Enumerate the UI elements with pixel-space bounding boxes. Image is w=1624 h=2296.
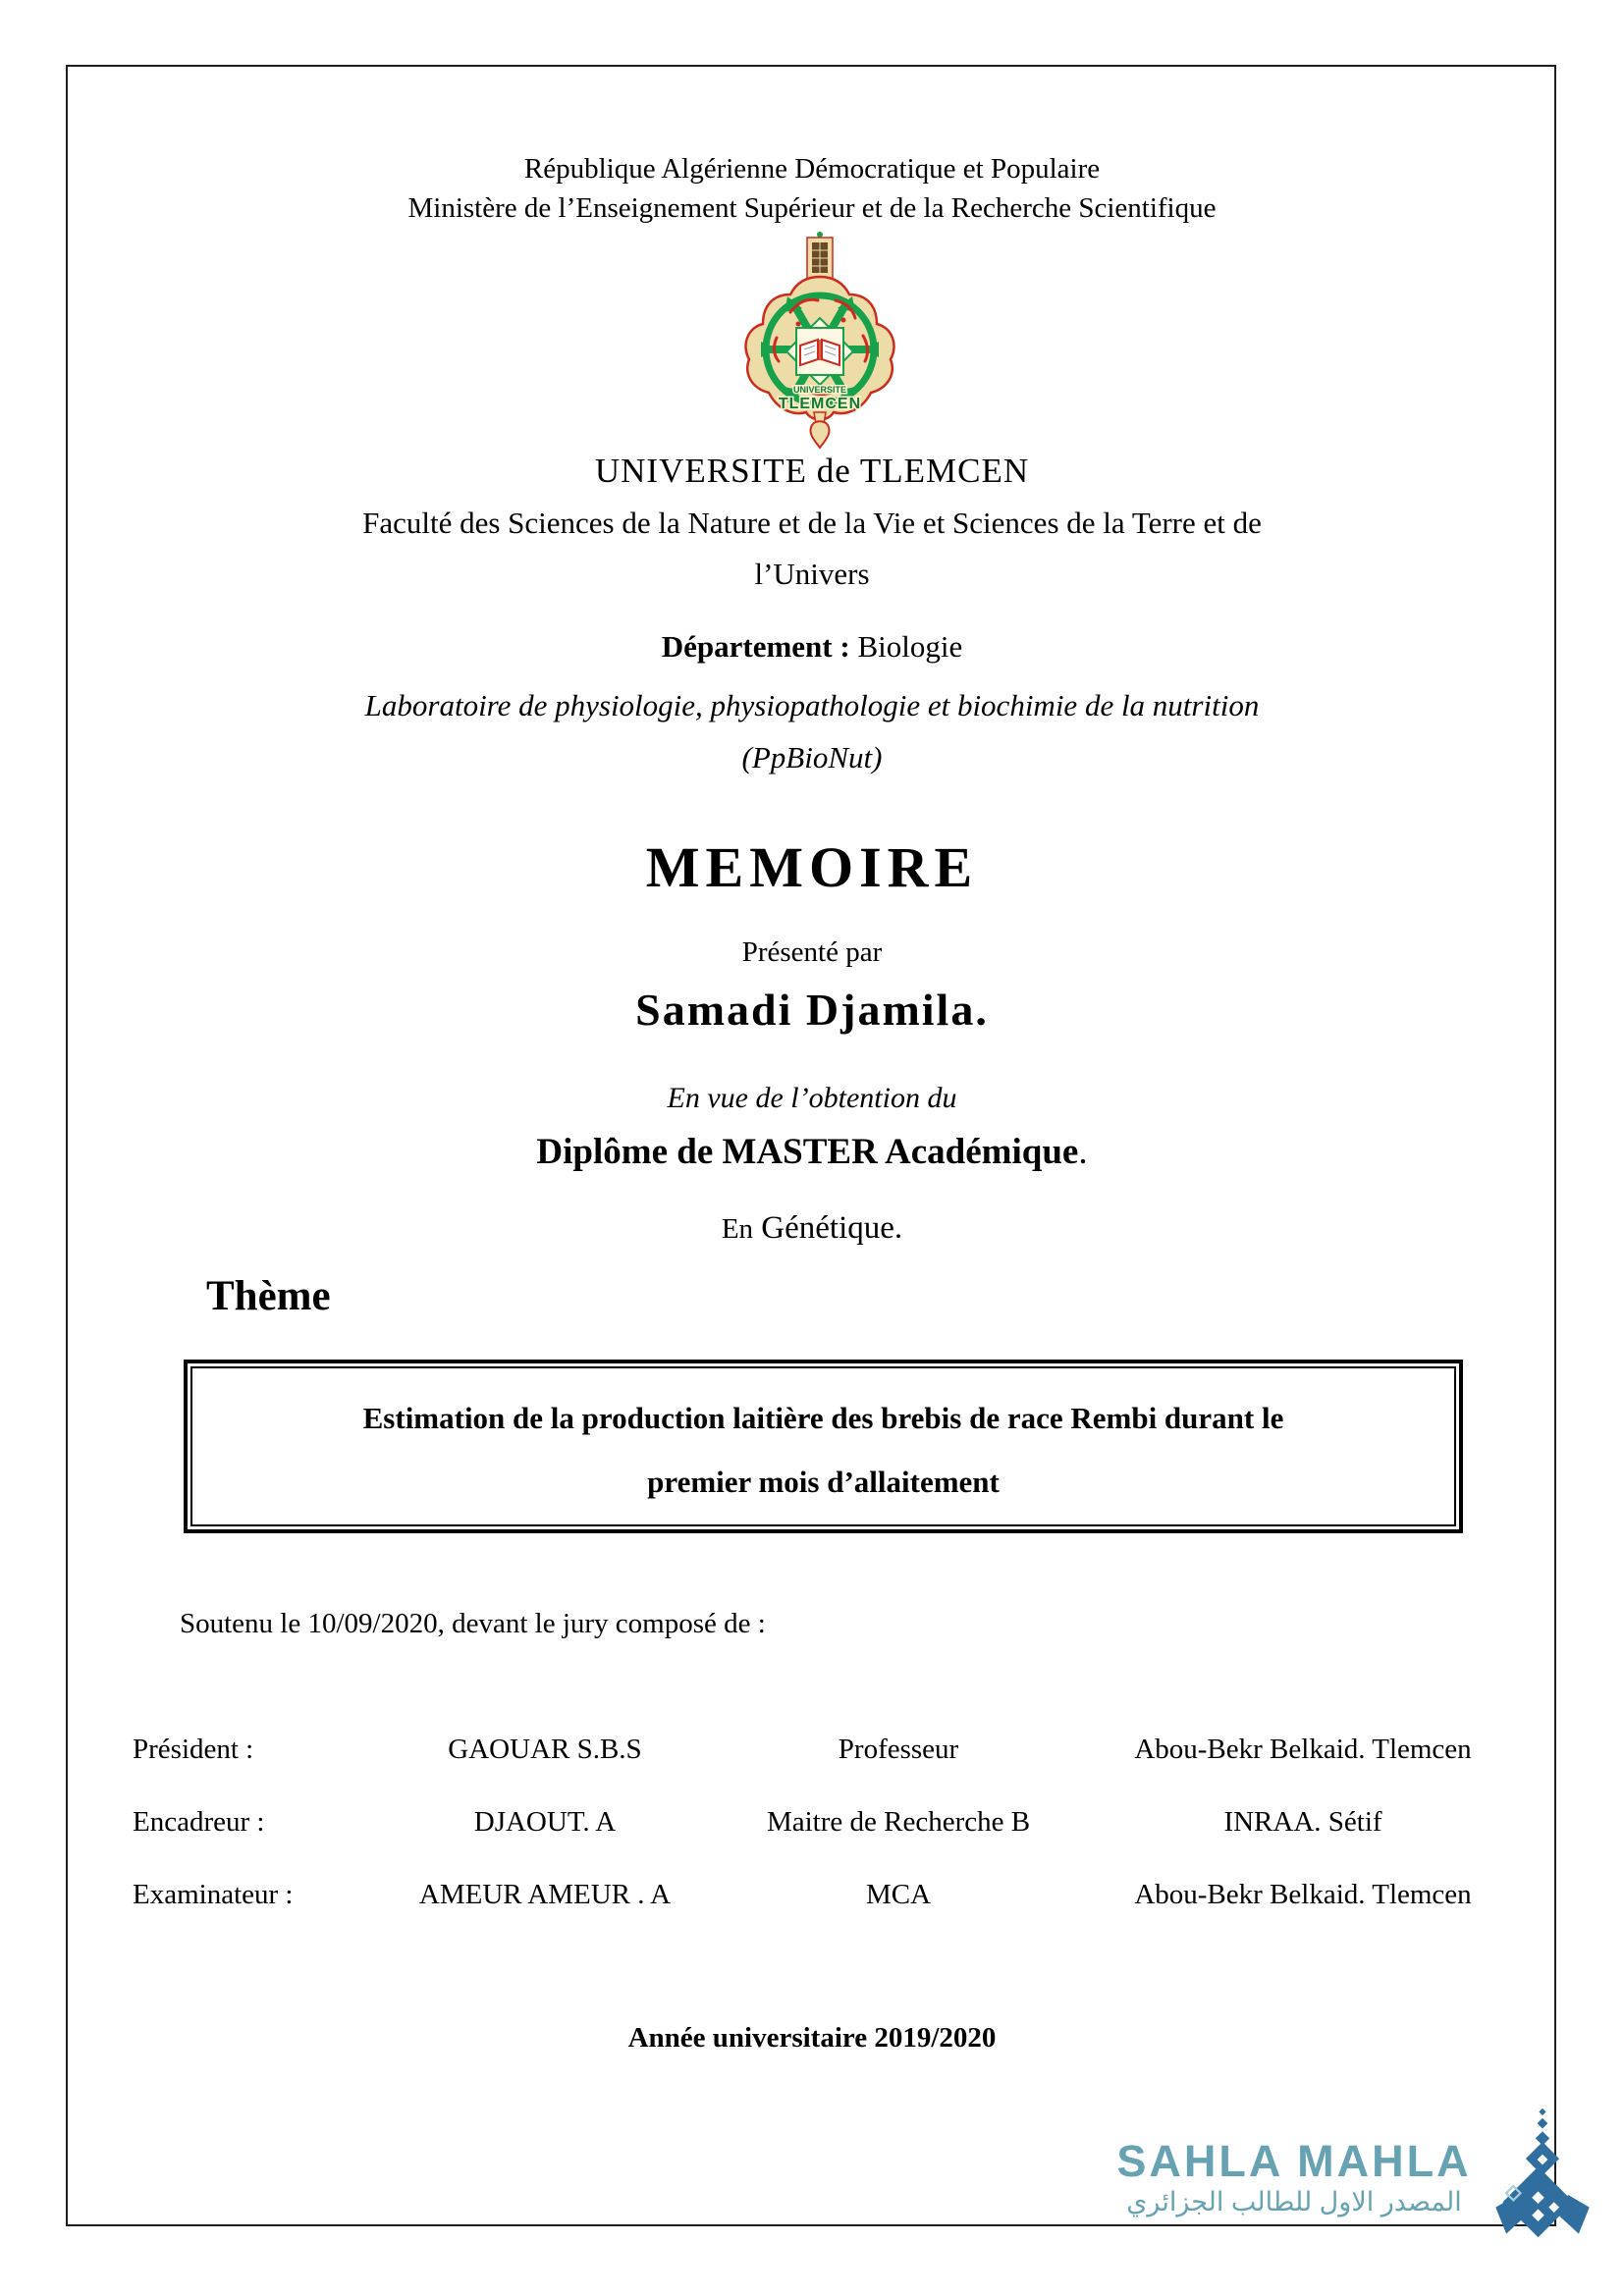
emblem-city-label: TLEMCEN	[778, 396, 862, 412]
laboratory-line2: (PpBioNut)	[741, 740, 883, 774]
jury-member-institution: Abou-Bekr Belkaid. Tlemcen	[1134, 1733, 1472, 1765]
laboratory-line1: Laboratoire de physiologie, physiopathologie et biochimie de la nutrition	[364, 688, 1260, 722]
faculty-name	[0, 498, 1624, 600]
department-label: Département :	[661, 629, 850, 664]
sahla-mahla-watermark	[1096, 2110, 1624, 2238]
document-title: MEMOIRE	[645, 835, 979, 899]
academic-year: Année universitaire 2019/2020	[627, 2022, 997, 2054]
jury-role: Encadreur :	[133, 1805, 265, 1838]
jury-table	[88, 1713, 1536, 1931]
defense-intro: Soutenu le 10/09/2020, devant le jury composé de :	[180, 1608, 766, 1639]
field-line	[0, 1210, 1624, 1247]
emblem-university-label: UNIVERSITE	[792, 385, 847, 395]
faculty-line1: Faculté des Sciences de la Nature et de la Vie et Sciences de la Terre et de	[362, 506, 1262, 540]
faculty-line2: l’Univers	[754, 557, 870, 591]
jury-member-institution: INRAA. Sétif	[1223, 1805, 1382, 1838]
jury-member-grade: MCA	[865, 1878, 932, 1910]
theme-box	[184, 1360, 1463, 1533]
diploma-title: Diplôme de MASTER Académique	[536, 1132, 1079, 1172]
jury-member-grade: Professeur	[838, 1733, 959, 1765]
jury-member-name: GAOUAR S.B.S	[448, 1733, 642, 1765]
jury-row	[88, 1858, 1536, 1931]
ministry-header: Ministère de l’Enseignement Supérieur et de la Recherche Scientifique	[407, 192, 1217, 224]
jury-role: Président :	[133, 1733, 254, 1765]
department-line	[0, 629, 1624, 665]
university-emblem-icon	[733, 230, 906, 450]
university-emblem	[733, 230, 906, 454]
jury-role: Examinateur :	[133, 1878, 294, 1910]
theme-box-inner	[190, 1366, 1456, 1526]
jury-row	[88, 1713, 1536, 1786]
purpose-line: En vue de l’obtention du	[667, 1082, 957, 1114]
sahla-mahla-wordmark: SAHLA MAHLA	[1116, 2136, 1472, 2186]
university-name: UNIVERSITE de TLEMCEN	[594, 452, 1030, 490]
jury-member-name: DJAOUT. A	[473, 1805, 617, 1838]
theme-title-line1: Estimation de la production laitière des brebis de race Rembi durant le	[362, 1401, 1284, 1435]
field-prefix: En	[721, 1213, 754, 1245]
kufic-bird-icon	[1489, 2107, 1597, 2239]
diploma-line	[0, 1131, 1624, 1173]
jury-member-institution: Abou-Bekr Belkaid. Tlemcen	[1134, 1878, 1472, 1910]
field-name: Génétique.	[761, 1210, 903, 1246]
theme-heading: Thème	[206, 1273, 331, 1319]
laboratory-name	[0, 679, 1624, 783]
author-name: Samadi Djamila.	[635, 985, 989, 1035]
diploma-period: .	[1078, 1132, 1088, 1172]
presented-by-label: Présenté par	[741, 936, 883, 968]
jury-member-grade: Maitre de Recherche B	[766, 1805, 1031, 1838]
sahla-mahla-logo-icon	[1489, 2107, 1597, 2244]
republic-header: République Algérienne Démocratique et Populaire	[523, 153, 1101, 185]
jury-member-name: AMEUR AMEUR . A	[418, 1878, 672, 1910]
department-value: Biologie	[857, 629, 963, 664]
sahla-mahla-tagline: المصدر الاول للطالب الجزائري	[1126, 2187, 1462, 2216]
jury-row	[88, 1786, 1536, 1858]
theme-title-line2: premier mois d’allaitement	[647, 1465, 1000, 1499]
